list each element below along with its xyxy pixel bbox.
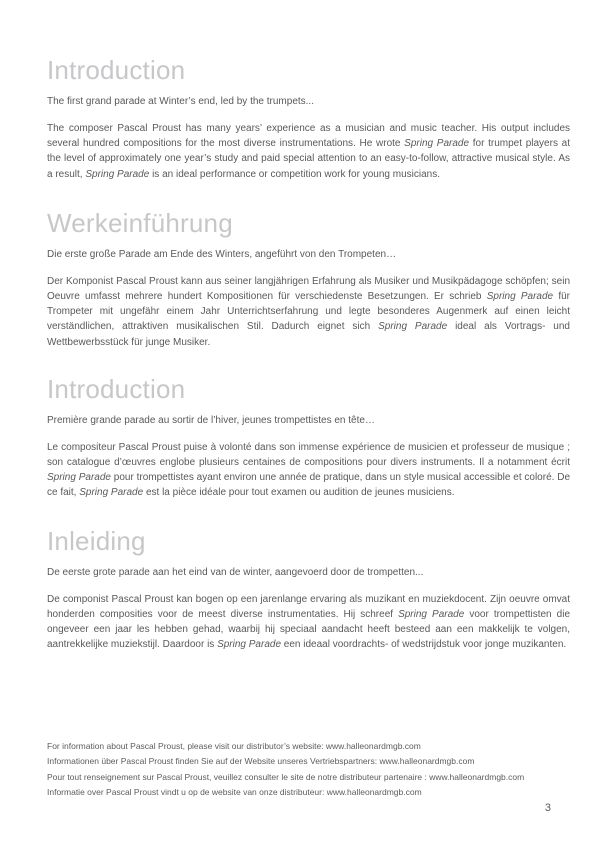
section-lead-english: The first grand parade at Winter’s end, led by the trumpets... <box>47 96 314 107</box>
section-lead-german: Die erste große Parade am Ende des Winters, angeführt von den Trompeten… <box>47 248 397 260</box>
section-french <box>47 374 570 501</box>
footer-line-english: For information about Pascal Proust, please visit our distributor’s website: www.halleonardmgb.com <box>47 741 421 751</box>
page-content <box>47 0 570 652</box>
section-dutch <box>47 526 570 653</box>
section-paragraph-dutch: De componist Pascal Proust kan bogen op een jarenlange ervaring als muzikant en muziekdocent. Zijn oeuvre omvat honderden composities voor de meest diverse instrumentaties. Hij schreef Spring Parade voor trompettisten die ongeveer een jaar les hebben gehad, waarbij hij speciaal aandacht heeft besteed aan een makkelijk te volgen, aantrekkelijke muziekstijl. Daardoor is Spring Parade een ideaal voordrachts- of wedstrijdstuk voor jonge muzikanten. <box>47 593 571 651</box>
section-paragraph-english: The composer Pascal Proust has many years’ experience as a musician and music teacher. His output includes several hundred compositions for the most diverse instrumentations. He wrote Spring Parade for trumpet players at the level of approximately one year’s study and paid special attention to an easy-to-follow, attractive musical style. As a result, Spring Parade is an ideal performance or competition work for young musicians. <box>47 123 570 180</box>
section-heading-german: Werkeinführung <box>47 207 233 238</box>
section-lead-dutch: De eerste grote parade aan het eind van de winter, aangevoerd door de trompetten... <box>47 566 424 578</box>
footer-line-dutch: Informatie over Pascal Proust vindt u op de website van onze distributeur: www.halleonardmgb.com <box>47 786 422 797</box>
section-lead-french: Première grande parade au sortir de l’hiver, jeunes trompettistes en tête… <box>47 414 375 426</box>
section-heading-french: Introduction <box>47 373 186 404</box>
section-german <box>47 208 570 350</box>
page-number: 3 <box>544 802 551 814</box>
section-english <box>47 55 570 182</box>
section-paragraph-french: Le compositeur Pascal Proust puise à volonté dans son immense expérience de musicien et professeur de musique ; son catalogue d’œuvres englobe plusieurs centaines de compositions pour divers instruments. Il a notamment écrit Spring Parade pour trompettistes ayant environ une année de pratique, dans un style musical accessible et coloré. De ce fait, Spring Parade est la pièce idéale pour tout examen ou audition de jeunes musiciens. <box>47 441 571 499</box>
section-paragraph-german: Der Komponist Pascal Proust kann aus seiner langjährigen Erfahrung als Musiker und Musikpädagoge schöpfen; sein Oeuvre umfasst mehrere hundert Kompositionen für verschiedenste Besetzungen. Er schrieb Spring Parade für Trompeter mit ungefähr einem Jahr Unterrichtserfahrung und legte besonderes Augenmerk auf einen leicht verständlichen, attraktiven musikalischen Stil. Dadurch eignet sich Spring Parade ideal als Vortrags- und Wettbewerbsstück für junge Musiker. <box>47 275 571 348</box>
section-heading-english: Introduction <box>47 55 186 85</box>
section-heading-dutch: Inleiding <box>47 525 146 556</box>
footer-line-german: Informationen über Pascal Proust finden Sie auf der Website unseres Vertriebspartners: www.halleonardmgb.com <box>47 756 475 767</box>
footer-line-french: Pour tout renseignement sur Pascal Proust, veuillez consulter le site de notre distributeur partenaire : www.halleonardmgb.com <box>47 771 525 782</box>
page-footer <box>47 739 570 800</box>
